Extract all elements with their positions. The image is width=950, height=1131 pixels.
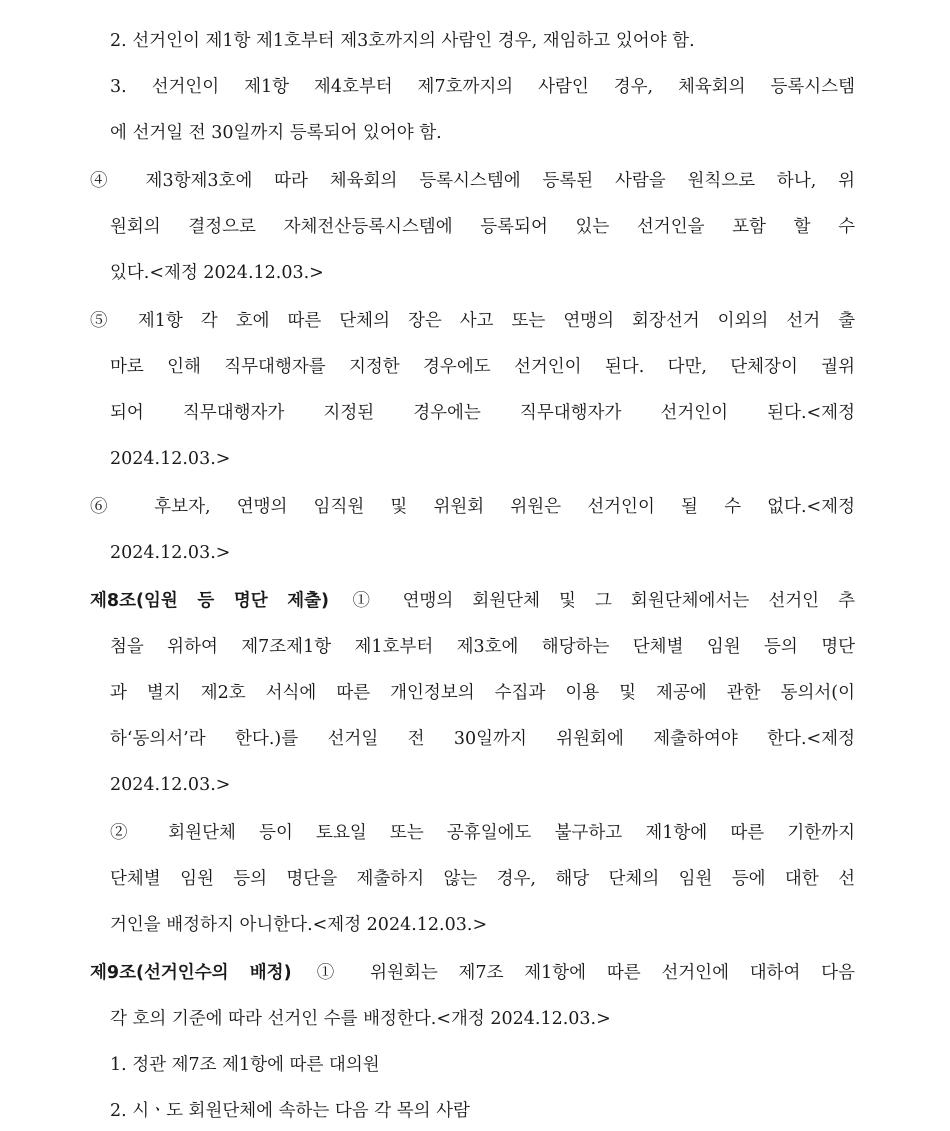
article-8-line xyxy=(0,581,950,621)
text-line: 2. 선거인이 제1항 제1호부터 제3호까지의 사람인 경우, 재임하고 있어야 함. xyxy=(110,31,695,51)
text-line: 에 선거일 전 30일까지 등록되어 있어야 함. xyxy=(110,123,442,143)
text-line: 원회의 결정으로 자체전산등록시스템에 등록되어 있는 선거인을 포함 할 수 xyxy=(110,217,855,237)
text-line: 1. 정관 제7조 제1항에 따른 대의원 xyxy=(110,1055,380,1075)
article-8-heading: 제8조(임원 등 명단 제출) xyxy=(90,591,330,611)
text-line: 과 별지 제2호 서식에 따른 개인정보의 수집과 이용 및 제공에 관한 동의서(이 xyxy=(110,683,855,703)
text-line: ① 연맹의 회원단체 및 그 회원단체에서는 선거인 추 xyxy=(339,591,855,611)
text-line: 2024.12.03.> xyxy=(110,775,231,795)
text-line: 첨을 위하여 제7조제1항 제1호부터 제3호에 해당하는 단체별 임원 등의 명단 xyxy=(110,637,855,657)
text-line: 단체별 임원 등의 명단을 제출하지 않는 경우, 해당 단체의 임원 등에 대한 선 xyxy=(110,869,855,889)
text-line: 2024.12.03.> xyxy=(110,449,231,469)
article-9-heading: 제9조(선거인수의 배정) xyxy=(90,963,292,983)
text-line: ⑤ 제1항 각 호에 따른 단체의 장은 사고 또는 연맹의 회장선거 이외의 선거 출 xyxy=(90,311,855,331)
text-line: 있다.<제정 2024.12.03.> xyxy=(110,263,324,283)
text-line: 하‘동의서’라 한다.)를 선거일 전 30일까지 위원회에 제출하여야 한다.<제정 xyxy=(110,729,855,749)
text-line: 2024.12.03.> xyxy=(110,543,231,563)
text-line: 2. 시ㆍ도 회원단체에 속하는 다음 각 목의 사람 xyxy=(110,1101,470,1121)
text-line: 각 호의 기준에 따라 선거인 수를 배정한다.<개정 2024.12.03.> xyxy=(110,1009,611,1029)
text-line: 3. 선거인이 제1항 제4호부터 제7호까지의 사람인 경우, 체육회의 등록시스템 xyxy=(110,77,855,97)
text-line: ① 위원회는 제7조 제1항에 따른 선거인에 대하여 다음 xyxy=(301,963,855,983)
article-9-line xyxy=(0,953,950,993)
text-line: ⑥ 후보자, 연맹의 임직원 및 위원회 위원은 선거인이 될 수 없다.<제정 xyxy=(90,497,855,517)
text-line: ④ 제3항제3호에 따라 체육회의 등록시스템에 등록된 사람을 원칙으로 하나, 위 xyxy=(90,171,855,191)
text-line: ② 회원단체 등이 토요일 또는 공휴일에도 불구하고 제1항에 따른 기한까지 xyxy=(110,823,855,843)
text-line: 거인을 배정하지 아니한다.<제정 2024.12.03.> xyxy=(110,915,488,935)
text-line: 마로 인해 직무대행자를 지정한 경우에도 선거인이 된다. 다만, 단체장이 궐위 xyxy=(110,357,855,377)
text-line: 되어 직무대행자가 지정된 경우에는 직무대행자가 선거인이 된다.<제정 xyxy=(110,403,855,423)
